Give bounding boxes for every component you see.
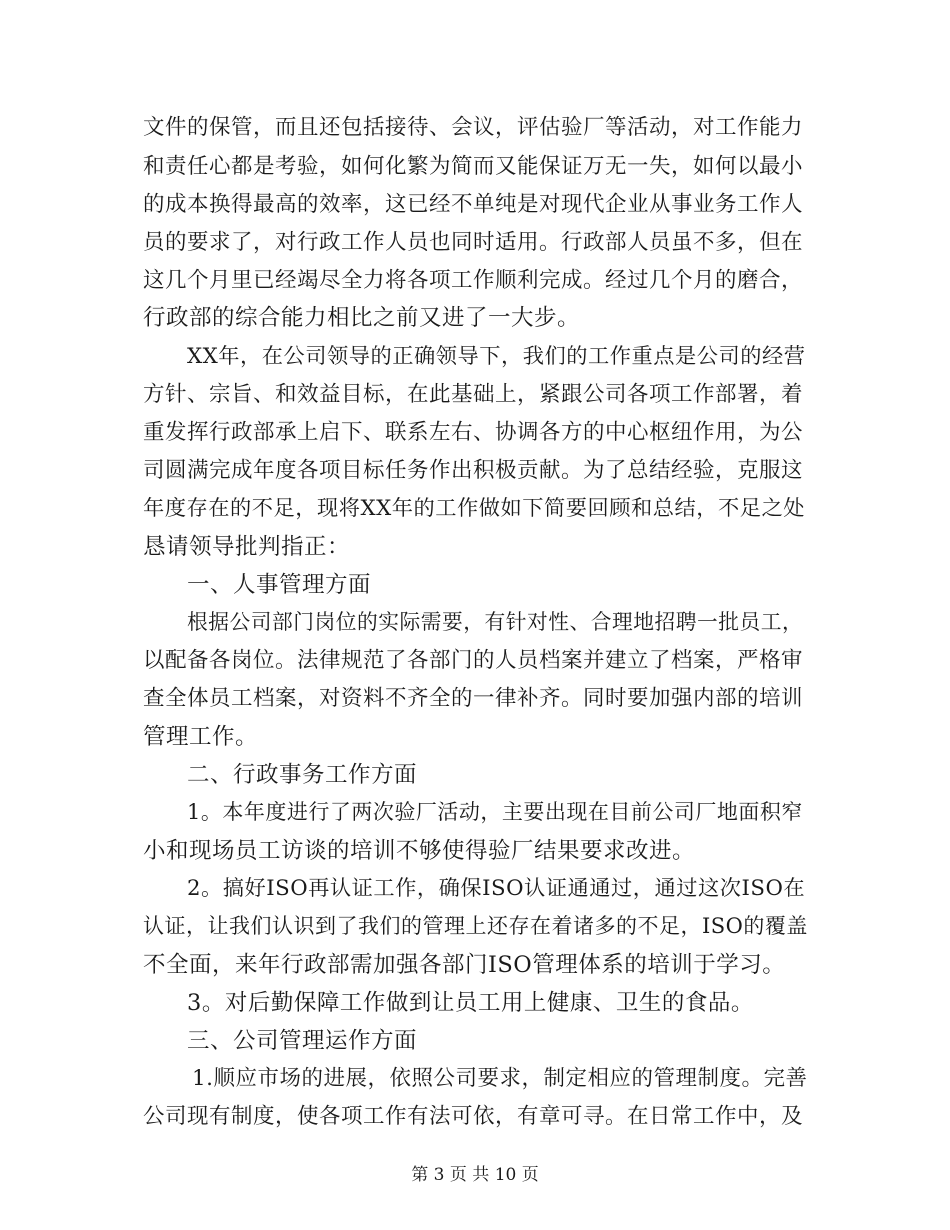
- text-line: 恳请领导批判指正：: [143, 534, 351, 560]
- text-line: 查全体员工档案，对资料不齐全的一律补齐。同时要加强内部的培训: [143, 686, 804, 711]
- text-line: 不全面，来年行政部需加强各部门ISO管理体系的培训于学习。: [143, 952, 786, 978]
- text-line: 的成本换得最高的效率，这已经不单纯是对现代企业从事业务工作人: [143, 192, 804, 217]
- text-line: 员的要求了，对行政工作人员也同时适用。行政部人员虽不多，但在: [143, 230, 804, 255]
- text-line: 文件的保管，而且还包括接待、会议，评估验厂等活动，对工作能力: [143, 115, 804, 140]
- text-line: 重发挥行政部承上启下、联系左右、协调各方的中心枢纽作用，为公: [143, 420, 804, 445]
- text-line: 行政部的综合能力相比之前又进了一大步。: [143, 305, 581, 331]
- text-line: 1.顺应市场的进展，依照公司要求，制定相应的管理制度。完善: [192, 1066, 808, 1091]
- page-footer: 第 3 页 共 10 页: [411, 1165, 539, 1185]
- text-line: 年度存在的不足，现将XX年的工作做如下简要回顾和总结，不足之处: [143, 496, 806, 521]
- text-line: 2。搞好ISO再认证工作，确保ISO认证通通过，通过这次ISO在: [187, 876, 806, 901]
- text-line: 公司现有制度，使各项工作有法可依，有章可寻。在日常工作中，及: [143, 1104, 804, 1129]
- text-line: 根据公司部门岗位的实际需要，有针对性、合理地招聘一批员工，: [187, 610, 804, 634]
- section-heading: 一、人事管理方面: [187, 572, 372, 598]
- text-line: 这几个月里已经竭尽全力将各项工作顺利完成。经过几个月的磨合，: [143, 268, 804, 293]
- text-line: 小和现场员工访谈的培训不够使得验厂结果要求改进。: [143, 838, 696, 864]
- text-line: 司圆满完成年度各项目标任务作出积极贡献。为了总结经验，克服这: [143, 458, 804, 483]
- text-line: XX年，在公司领导的正确领导下，我们的工作重点是公司的经营: [187, 344, 806, 369]
- text-line: 认证，让我们认识到了我们的管理上还存在着诸多的不足，ISO的覆盖: [143, 914, 808, 938]
- text-line: 1。本年度进行了两次验厂活动，主要出现在目前公司厂地面积窄: [187, 800, 803, 824]
- text-line: 3。对后勤保障工作做到让员工用上健康、卫生的食品。: [187, 990, 754, 1016]
- section-heading: 三、公司管理运作方面: [187, 1028, 418, 1054]
- section-heading: 二、行政事务工作方面: [187, 762, 418, 788]
- text-line: 管理工作。: [143, 724, 259, 750]
- text-line: 以配备各岗位。法律规范了各部门的人员档案并建立了档案，严格审: [143, 648, 804, 673]
- text-line: 和责任心都是考验，如何化繁为简而又能保证万无一失，如何以最小: [143, 154, 804, 179]
- text-line: 方针、宗旨、和效益目标，在此基础上，紧跟公司各项工作部署，着: [143, 382, 804, 407]
